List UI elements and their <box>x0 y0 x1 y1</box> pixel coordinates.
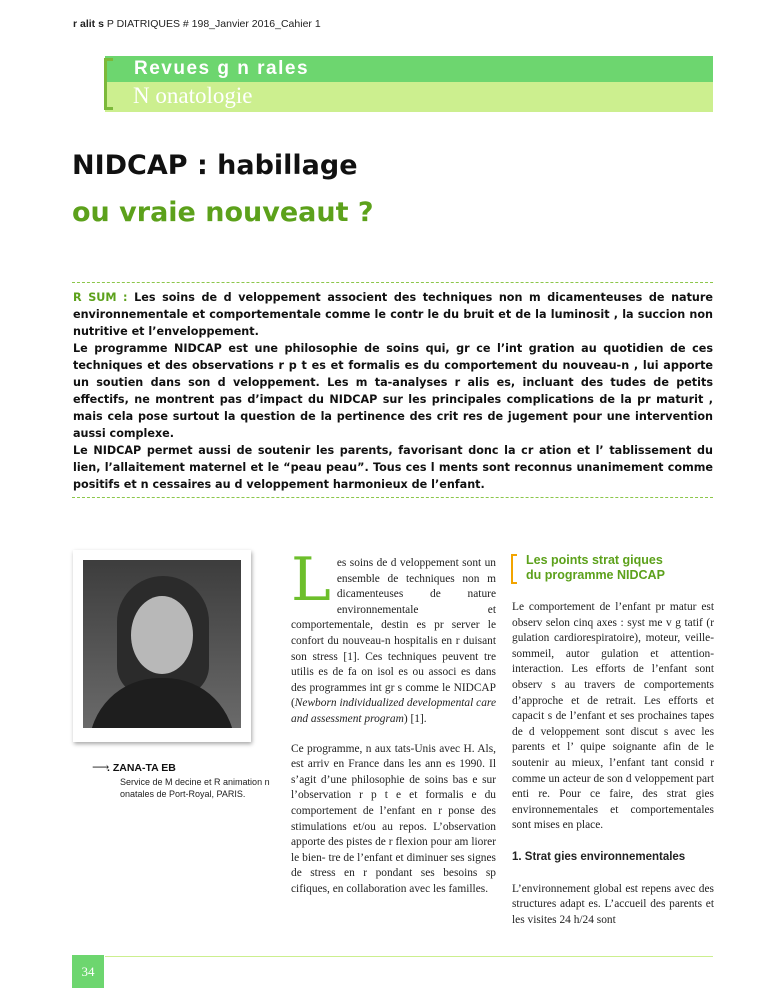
box-title-line1: Les points strat giques <box>526 553 663 567</box>
author-photo <box>83 560 241 728</box>
author-affiliation: Service de M decine et R animation n onatales de Port-Royal, PARIS. <box>120 777 270 799</box>
section-heading: 1. Strat gies environnementales <box>512 850 686 863</box>
box-title <box>526 553 716 583</box>
page-number: 34 <box>72 955 104 988</box>
resume-label: R SUM : <box>73 291 128 304</box>
drop-cap: L <box>291 545 331 615</box>
resume-block <box>73 289 713 493</box>
body-paragraph: Le comportement de l’enfant pr matur est observ selon cinq axes : syst me v g tatif (r gulation cardiorespiratoire), moteur, veille-sommeil, autor gulation et attention-interaction. Les efforts de l’enfant sont observ s au travers de comportements d’approche et de retrait. Les efforts et capacit s de l’enfant et ses prochaines tapes de d veloppement sont discut s avec les parents et l’ quipe soignante afin de le soutenir au mieux, l’enfant tant consid r comme un acteur de son d veloppement part enti re. Pour ce faire, des strat gies environnementales et comportementales sont mises en place. <box>512 601 714 832</box>
footer-rule <box>105 956 713 957</box>
section-subtitle: N onatologie <box>133 83 253 108</box>
section-title: Revues g n rales <box>134 58 310 79</box>
resume-paragraph-3: Le NIDCAP permet aussi de soutenir les parents, favorisant donc la cr ation et l’ tablissement du lien, l’allaitement maternel et le “peau peau”. Tous ces l ments sont reconnus unanimement comme positifs et n cessaires au d veloppement harmonieux de l’enfant. <box>73 444 713 491</box>
body-paragraph: L’environnement global est repens avec des structures adapt es. L’accueil des parents et les visites 24 h/24 sont <box>512 882 714 926</box>
resume-top-rule <box>72 282 713 283</box>
body-p1-b: ) [1]. <box>403 712 427 725</box>
section-bracket <box>104 58 113 110</box>
resume-p1-text: Les soins de d veloppement associent des techniques non m dicamenteuses de nature environnementale et comportementale comme le contr le du bruit et de la luminosit , la succion non nutritive et l’enveloppement. <box>73 291 713 338</box>
body-column-middle <box>291 545 496 911</box>
body-column-right <box>512 600 714 942</box>
body-p1-italic: Newborn individualized developmental care and assessment program <box>291 697 496 725</box>
author-photo-frame <box>73 550 251 742</box>
body-paragraph <box>291 545 496 728</box>
body-paragraph: Ce programme, n aux tats-Unis avec H. Als, est arriv en France dans les ann es 1990. Il s’agit d’une philosophie de soins bas e sur l’observation r p t e et formalis e du comportement de l’enfant en r ponse des stimulations et/ou au repos. L’observation apporte des pistes de r flexion pour am liorer le bien- tre de l’enfant et diminuer ses signes de stress en r pondant ses besoins sp cifiques, en collaboration avec les familles. <box>291 742 496 895</box>
article-title-line2: ou vraie nouveaut ? <box>72 197 374 228</box>
resume-paragraph-2: Le programme NIDCAP est une philosophie de soins qui, gr ce l’int gration au quotidien de ces techniques et des observations r p t es et formalis es du comportement du nouveau-n , lui apporte un soutien dans son d veloppement. Les m ta-analyses r alis es, incluant des tudes de petits effectifs, ne montrent pas d’impact du NIDCAP sur les principales complications de la pr maturit , mais cela pose surtout la question de la pertinence des crit res de jugement pour une intervention aussi complexe. <box>73 342 713 440</box>
resume-bottom-rule <box>72 497 713 498</box>
author-name: . ZANA-TA EB <box>107 762 176 774</box>
article-title-line1: NIDCAP : habillage <box>72 150 358 181</box>
running-head-issue: P DIATRIQUES # 198_Janvier 2016_Cahier 1 <box>103 18 321 30</box>
resume-paragraph-1 <box>73 289 713 340</box>
running-head-journal: r alit s <box>73 18 104 30</box>
body-p1-a: es soins de d veloppement sont un ensemble de techniques non m dicamenteuses de nature environnementale et comportementale, destin es pr server le confort du nouveau-n hospitalis en r duisant son stress [1]. Ces techniques peuvent tre utilis es de fa on isol es ou associ es dans des programmes int gr s comme le NIDCAP ( <box>291 557 496 710</box>
photo-face <box>131 596 193 674</box>
arrow-right-icon: ⟶ <box>92 760 110 774</box>
box-bracket <box>511 554 517 584</box>
box-title-line2: du programme NIDCAP <box>526 568 665 582</box>
running-head <box>73 18 321 30</box>
photo-shoulders <box>89 678 235 728</box>
